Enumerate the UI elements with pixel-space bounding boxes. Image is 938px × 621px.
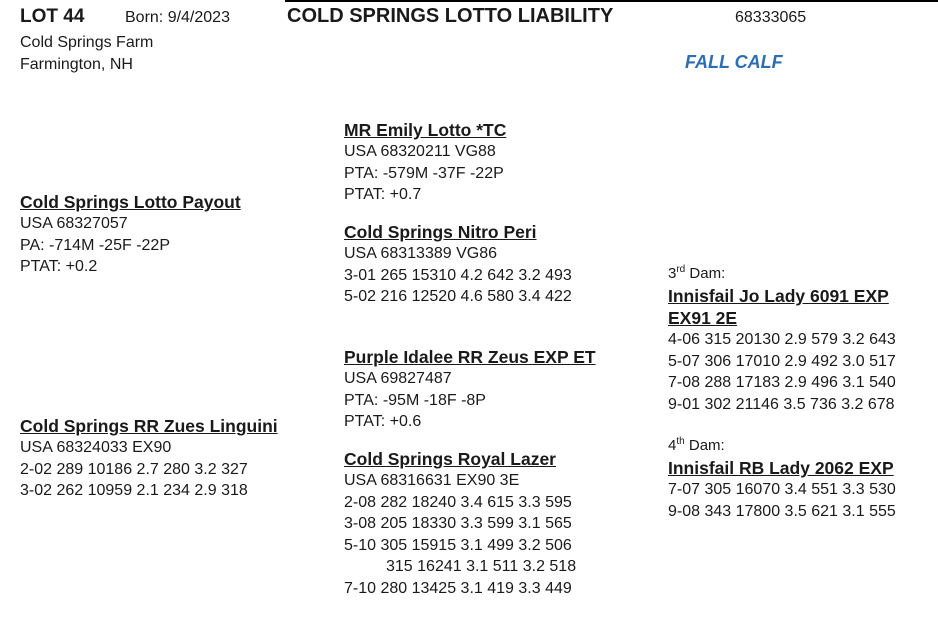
third-dam-block [668, 259, 896, 415]
sire-dam-block [344, 221, 572, 308]
sire-name: Cold Springs Lotto Payout [20, 192, 241, 212]
third-dam-classification: EX91 2E [668, 308, 738, 328]
record-line: 2-08 282 18240 3.4 615 3.3 595 [344, 493, 572, 511]
sire-sire-ptat: PTAT: +0.7 [344, 186, 422, 203]
record-line: 3-08 205 18330 3.3 599 3.1 565 [344, 515, 572, 532]
fourth-dam-name: Innisfail RB Lady 2062 EXP [668, 458, 894, 478]
sire-block [20, 191, 241, 278]
dam-dam-name: Cold Springs Royal Lazer [344, 449, 556, 469]
record-line: 7-07 305 16070 3.4 551 3.3 530 [668, 481, 896, 498]
dam-sire-name: Purple Idalee RR Zeus EXP ET [344, 347, 596, 367]
sire-sire-pta: PTA: -579M -37F -22P [344, 164, 504, 182]
sire-pa: PA: -714M -25F -22P [20, 236, 170, 254]
record-line: 5-10 305 15915 3.1 499 3.2 506 [344, 536, 572, 554]
dam-block [20, 415, 278, 502]
sire-ptat: PTAT: +0.2 [20, 258, 98, 275]
record-line: 5-02 216 12520 4.6 580 3.4 422 [344, 288, 572, 305]
record-line: 315 16241 3.1 511 3.2 518 [386, 558, 577, 575]
sire-sire-name: MR Emily Lotto *TC [344, 120, 507, 140]
dam-sire-block [344, 346, 596, 433]
third-dam-name: Innisfail Jo Lady 6091 EXP [668, 286, 889, 306]
fourth-dam-label: 4th Dam: [668, 436, 725, 454]
record-line: 7-10 280 13425 3.1 419 3.3 449 [344, 579, 572, 597]
third-dam-label: 3rd Dam: [668, 264, 726, 282]
record-line: 7-08 288 17183 2.9 496 3.1 540 [668, 374, 896, 391]
registration-number: 68333065 [735, 9, 807, 26]
record-line: 5-07 306 17010 2.9 492 3.0 517 [668, 352, 896, 370]
animal-title: COLD SPRINGS LOTTO LIABILITY [287, 5, 614, 27]
dam-sire-pta: PTA: -95M -18F -8P [344, 391, 486, 409]
category-label: FALL CALF [685, 52, 783, 72]
sire-dam-name: Cold Springs Nitro Peri [344, 222, 537, 242]
sire-dam-registration: USA 68313389 VG86 [344, 245, 498, 262]
dam-sire-ptat: PTAT: +0.6 [344, 413, 422, 430]
sire-registration: USA 68327057 [20, 215, 128, 232]
birth-date: Born: 9/4/2023 [125, 9, 230, 26]
record-line: 3-02 262 10959 2.1 234 2.9 318 [20, 482, 248, 499]
sire-sire-registration: USA 68320211 VG88 [344, 143, 496, 160]
record-line: 2-02 289 10186 2.7 280 3.2 327 [20, 460, 248, 478]
dam-sire-registration: USA 69827487 [344, 370, 452, 387]
dam-registration: USA 68324033 EX90 [20, 439, 172, 456]
farm-location: Farmington, NH [20, 56, 133, 73]
dam-name: Cold Springs RR Zues Linguini [20, 416, 278, 436]
record-line: 3-01 265 15310 4.2 642 3.2 493 [344, 266, 572, 284]
header-rule [285, 0, 938, 2]
sire-sire-block [344, 119, 506, 206]
fourth-dam-block [668, 431, 896, 522]
dam-dam-registration: USA 68316631 EX90 3E [344, 472, 520, 489]
record-line: 4-06 315 20130 2.9 579 3.2 643 [668, 331, 896, 348]
farm-name: Cold Springs Farm [20, 34, 154, 51]
record-line: 9-08 343 17800 3.5 621 3.1 555 [668, 502, 896, 520]
farm-info [20, 32, 153, 76]
dam-dam-block [344, 448, 576, 599]
record-line: 9-01 302 21146 3.5 736 3.2 678 [668, 395, 895, 413]
lot-number: LOT 44 [20, 6, 85, 27]
